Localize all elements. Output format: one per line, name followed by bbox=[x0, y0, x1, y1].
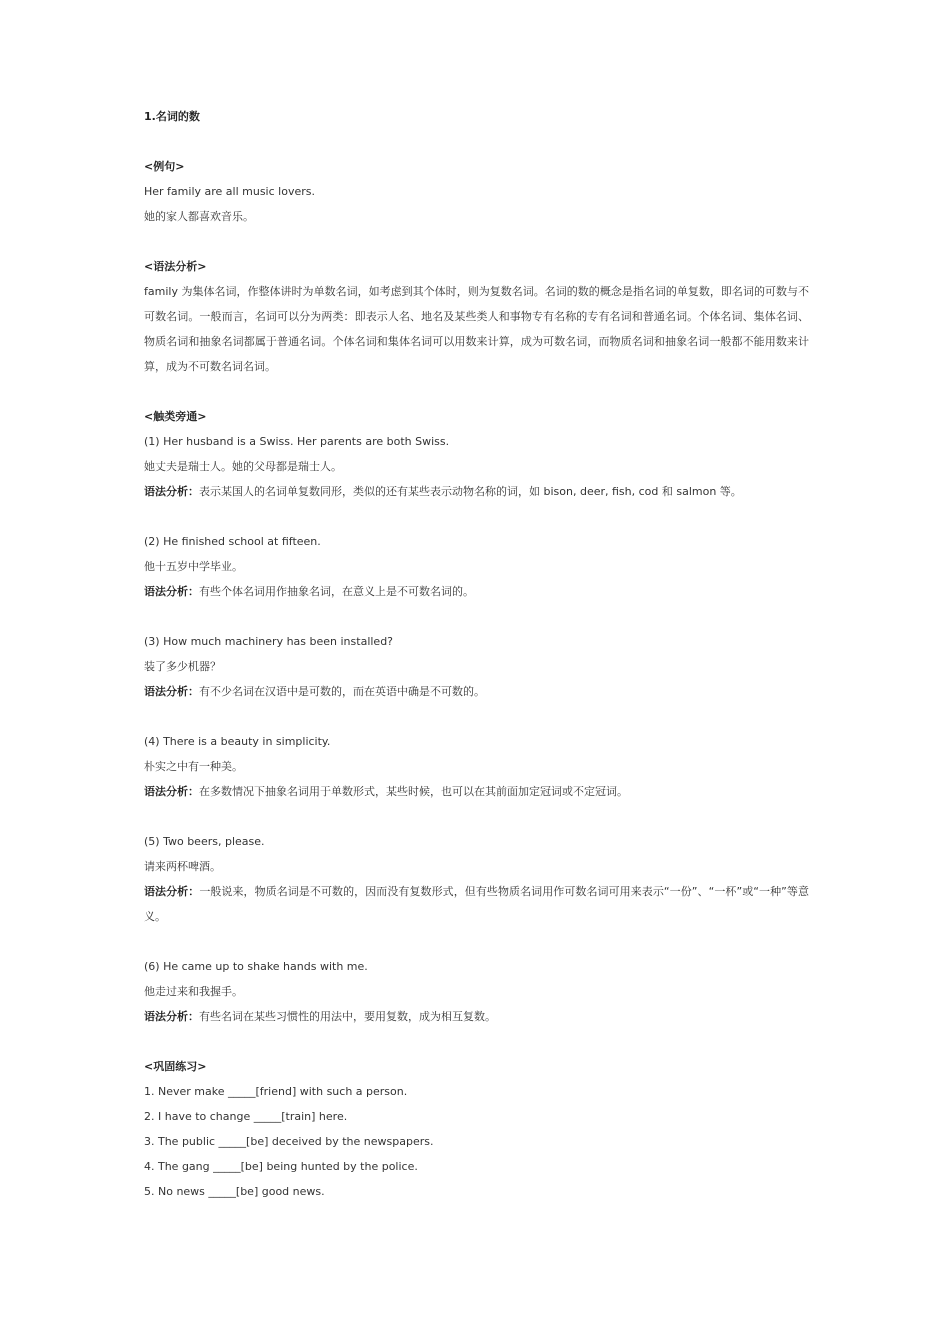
example-header: <例句> bbox=[144, 160, 185, 173]
spacer bbox=[144, 604, 809, 629]
spacer bbox=[144, 929, 809, 954]
spacer bbox=[144, 704, 809, 729]
extension-chinese: 请来两杯啤酒。 bbox=[144, 860, 221, 873]
analysis-label: 语法分析： bbox=[144, 785, 199, 798]
extension-chinese: 他十五岁中学毕业。 bbox=[144, 560, 243, 573]
extension-english: (6) He came up to shake hands with me. bbox=[144, 960, 368, 973]
extension-item bbox=[144, 954, 809, 1029]
extension-note-text: 一般说来，物质名词是不可数的，因而没有复数形式，但有些物质名词用作可数名词可用来表示“一份”、“一杯”或“一种”等意义。 bbox=[144, 885, 809, 923]
example-english: Her family are all music lovers. bbox=[144, 185, 315, 198]
analysis-label: 语法分析： bbox=[144, 485, 199, 498]
analysis-label: 语法分析： bbox=[144, 1010, 199, 1023]
analysis-label: 语法分析： bbox=[144, 685, 199, 698]
analysis-label: 语法分析： bbox=[144, 585, 199, 598]
practice-item: 1. Never make _____[friend] with such a person. bbox=[144, 1085, 408, 1098]
extension-chinese: 她丈夫是瑞士人。她的父母都是瑞士人。 bbox=[144, 460, 342, 473]
extension-note-text: 有不少名词在汉语中是可数的，而在英语中确是不可数的。 bbox=[199, 685, 485, 698]
extension-note bbox=[144, 879, 809, 929]
extension-english: (2) He finished school at fifteen. bbox=[144, 535, 321, 548]
extension-english: (1) Her husband is a Swiss. Her parents are both Swiss. bbox=[144, 435, 450, 448]
spacer bbox=[144, 129, 809, 154]
analysis-paragraph: family 为集体名词，作整体讲时为单数名词，如考虑到其个体时，则为复数名词。名词的数的概念是指名词的单复数，即名词的可数与不可数名词。一般而言，名词可以分为两类：即表示人名、地名及某些类人和事物专有名称的专有名词和普通名词。个体名词、集体名词、物质名词和抽象名词都属于普通名词。个体名词和集体名词可以用数来计算，成为可数名词，而物质名词和抽象名词一般都不能用数来计算，成为不可数名词名词。 bbox=[144, 285, 809, 373]
extension-header: <触类旁通> bbox=[144, 410, 207, 423]
extension-note bbox=[144, 479, 809, 504]
spacer bbox=[144, 229, 809, 254]
extension-note bbox=[144, 1004, 809, 1029]
analysis-label: 语法分析： bbox=[144, 885, 200, 898]
extension-note-text: 有些名词在某些习惯性的用法中，要用复数，成为相互复数。 bbox=[199, 1010, 496, 1023]
extension-note-text: 表示某国人的名词单复数同形，类似的还有某些表示动物名称的词，如 bison, deer, fish, cod 和 salmon 等。 bbox=[199, 485, 742, 498]
extension-item bbox=[144, 429, 809, 504]
extension-chinese: 装了多少机器？ bbox=[144, 660, 221, 673]
spacer bbox=[144, 379, 809, 404]
extension-chinese: 他走过来和我握手。 bbox=[144, 985, 243, 998]
extension-item bbox=[144, 729, 809, 804]
practice-item: 5. No news _____[be] good news. bbox=[144, 1185, 325, 1198]
extension-english: (4) There is a beauty in simplicity. bbox=[144, 735, 331, 748]
extension-note bbox=[144, 579, 809, 604]
extension-item bbox=[144, 629, 809, 704]
extension-note bbox=[144, 779, 809, 804]
example-chinese: 她的家人都喜欢音乐。 bbox=[144, 210, 254, 223]
extension-item bbox=[144, 529, 809, 604]
extension-note-text: 在多数情况下抽象名词用于单数形式，某些时候，也可以在其前面加定冠词或不定冠词。 bbox=[199, 785, 628, 798]
analysis-header: <语法分析> bbox=[144, 260, 207, 273]
practice-item: 2. I have to change _____[train] here. bbox=[144, 1110, 348, 1123]
practice-item: 3. The public _____[be] deceived by the newspapers. bbox=[144, 1135, 434, 1148]
extension-note-text: 有些个体名词用作抽象名词，在意义上是不可数名词的。 bbox=[199, 585, 474, 598]
spacer bbox=[144, 804, 809, 829]
spacer bbox=[144, 1029, 809, 1054]
practice-item: 4. The gang _____[be] being hunted by the police. bbox=[144, 1160, 418, 1173]
practice-header: <巩固练习> bbox=[144, 1060, 207, 1073]
extension-english: (5) Two beers, please. bbox=[144, 835, 265, 848]
section-title: 1.名词的数 bbox=[144, 110, 200, 123]
extension-note bbox=[144, 679, 809, 704]
spacer bbox=[144, 504, 809, 529]
extension-item bbox=[144, 829, 809, 929]
document-content bbox=[144, 104, 809, 1204]
extension-chinese: 朴实之中有一种美。 bbox=[144, 760, 243, 773]
extension-english: (3) How much machinery has been installed? bbox=[144, 635, 394, 648]
